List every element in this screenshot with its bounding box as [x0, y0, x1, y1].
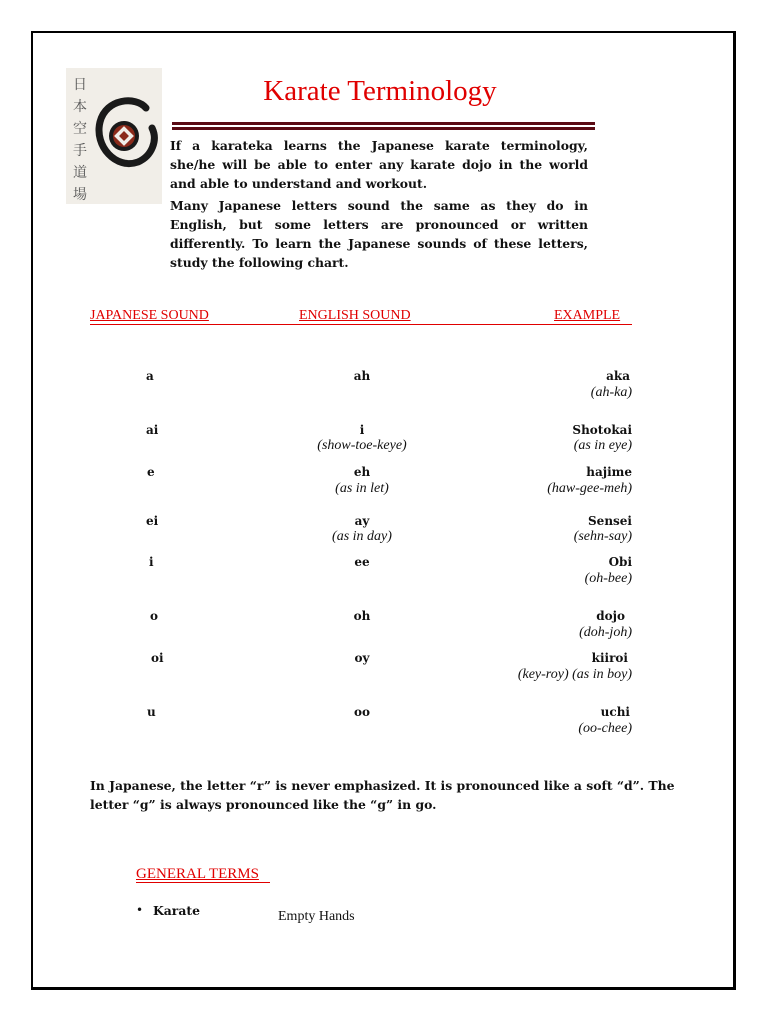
- logo-kanji: 日: [73, 77, 87, 93]
- logo-kanji: 本: [73, 99, 87, 115]
- table-cell-japanese: a: [146, 369, 154, 383]
- table-cell-english: oo: [353, 705, 370, 719]
- table-cell-english: ay: [354, 514, 370, 528]
- table-cell-example-note: (as in eye): [573, 438, 632, 453]
- table-cell-example-note: (sehn-say): [573, 529, 632, 544]
- intro-paragraph-1: If a karateka learns the Japanese karate terminology, she/he will be able to enter any karate dojo in the world and able to understand and workout.: [170, 138, 588, 191]
- term-label: Karate: [153, 903, 200, 918]
- table-cell-japanese: u: [147, 705, 156, 719]
- table-cell-english: eh: [353, 465, 371, 479]
- table-cell-example: uchi: [600, 705, 630, 719]
- table-cell-example-note: (oh-bee): [584, 571, 632, 586]
- table-cell-english: oh: [353, 609, 371, 623]
- table-cell-example-note: (doh-joh): [579, 625, 632, 640]
- table-cell-english: ee: [354, 555, 370, 569]
- table-cell-english: ah: [353, 369, 371, 383]
- header-japanese-sound: JAPANESE SOUND: [90, 308, 209, 323]
- logo-kanji: 道: [73, 165, 87, 181]
- table-cell-japanese: ei: [146, 514, 159, 528]
- logo-kanji: 手: [73, 143, 87, 159]
- table-cell-example-note: (key-roy) (as in boy): [517, 667, 632, 682]
- header-example: EXAMPLE: [554, 308, 621, 323]
- table-cell-english-note: (as in let): [335, 481, 389, 496]
- table-cell-example-note: (ah-ka): [590, 385, 632, 400]
- table-cell-english-note: (as in day): [332, 529, 392, 544]
- table-cell-japanese: ai: [146, 423, 159, 437]
- table-cell-english: oy: [354, 651, 370, 665]
- table-cell-example: hajime: [586, 465, 632, 479]
- table-cell-japanese: oi: [151, 651, 164, 665]
- dojo-logo: [66, 68, 162, 204]
- table-cell-example: Sensei: [588, 514, 632, 528]
- table-cell-example: Obi: [608, 555, 632, 569]
- logo-kanji: 場: [73, 187, 87, 203]
- table-cell-japanese: e: [147, 465, 155, 479]
- general-terms-heading: GENERAL TERMS: [136, 866, 259, 882]
- general-terms-underline: [136, 882, 270, 883]
- bullet-icon: •: [136, 903, 144, 917]
- table-cell-example-note: (haw-gee-meh): [547, 481, 632, 496]
- header-english-sound: ENGLISH SOUND: [299, 308, 411, 323]
- header-underline: [90, 324, 632, 325]
- logo-kanji: 空: [73, 121, 87, 137]
- title-divider: [172, 122, 595, 131]
- table-cell-japanese: o: [150, 609, 159, 623]
- table-cell-example: aka: [606, 369, 630, 383]
- table-cell-example: Shotokai: [572, 423, 632, 437]
- term-meaning: Empty Hands: [278, 909, 355, 924]
- page-title: Karate Terminology: [263, 75, 497, 107]
- table-cell-english-note: (show-toe-keye): [317, 438, 407, 453]
- intro-paragraph-2: Many Japanese letters sound the same as they do in English, but some letters are pronounced or written differently. To learn the Japanese sounds of these letters, study the following chart.: [170, 198, 588, 270]
- pronunciation-note: In Japanese, the letter “r” is never emphasized. It is pronounced like a soft “d”. The letter “g” is always pronounced like the “g” in go.: [90, 778, 675, 812]
- table-cell-example: dojo: [596, 609, 625, 623]
- table-cell-example: kiiroi: [591, 651, 628, 665]
- table-cell-example-note: (oo-chee): [578, 721, 632, 736]
- table-cell-japanese: i: [149, 555, 154, 569]
- table-cell-english: i: [359, 423, 365, 437]
- enso-emblem-icon: [86, 88, 160, 184]
